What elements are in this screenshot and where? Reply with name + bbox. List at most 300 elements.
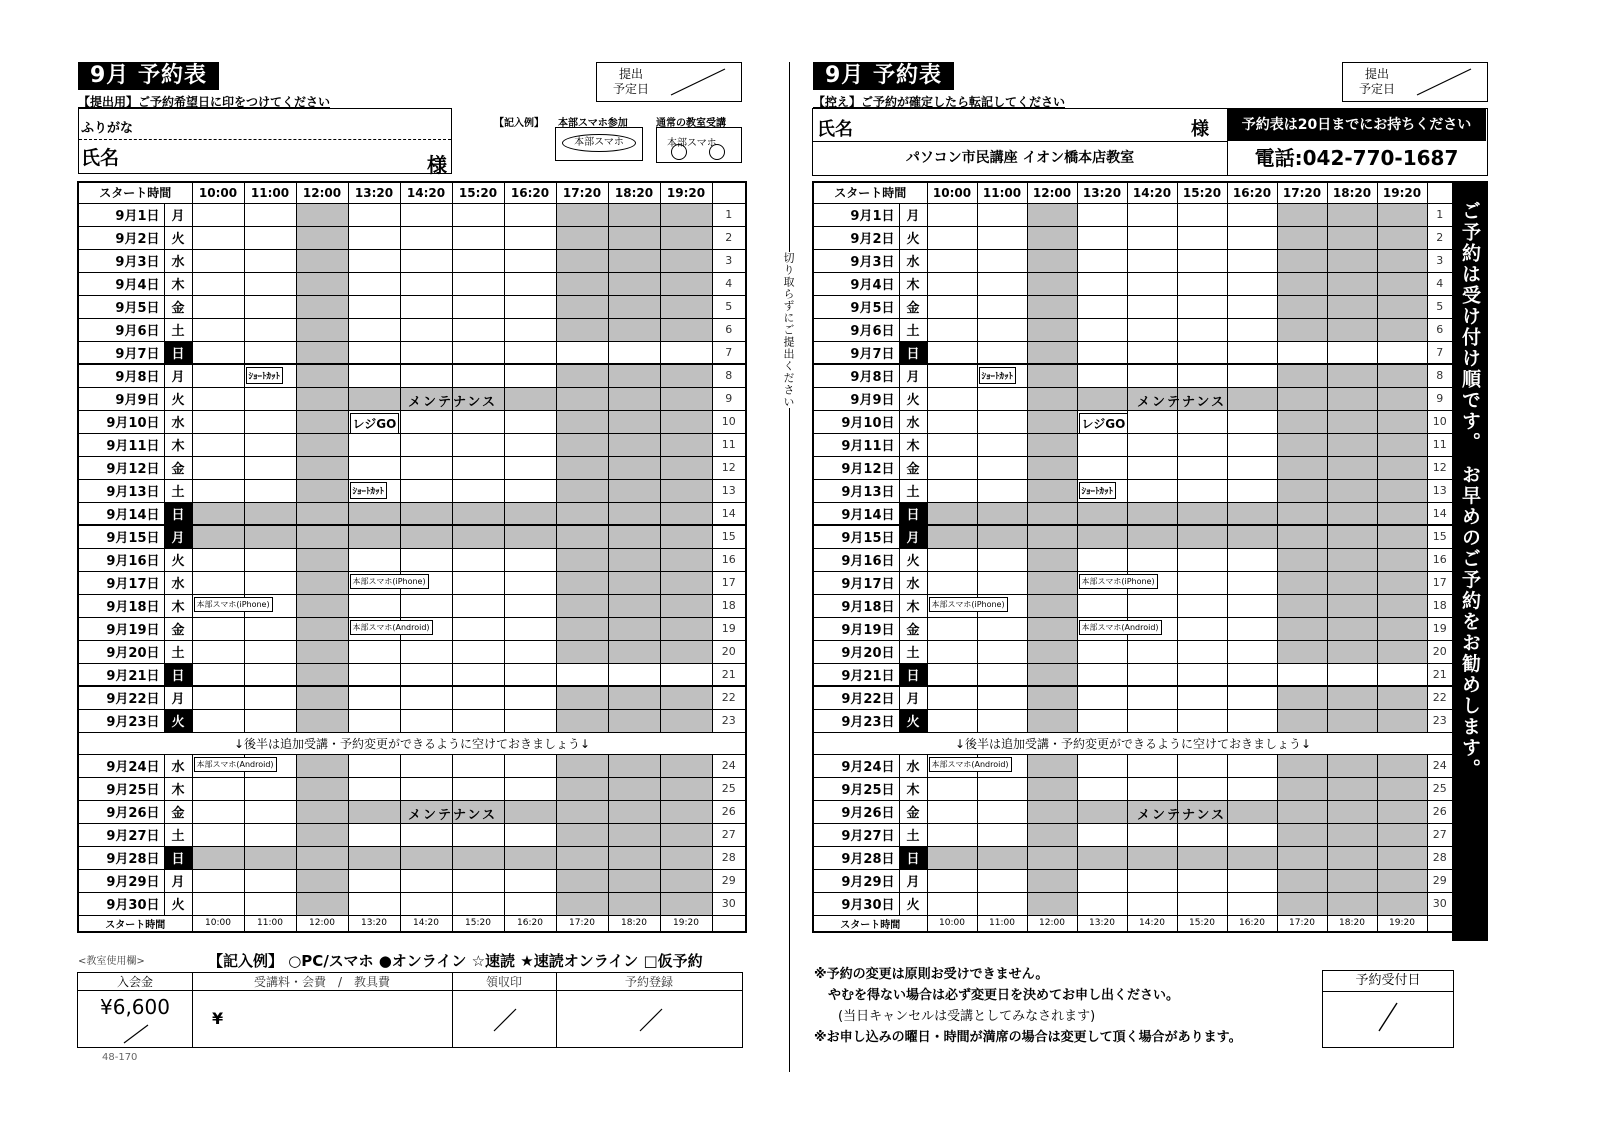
slot-cell[interactable] [1127,525,1177,548]
slot-cell[interactable] [1077,341,1127,364]
slot-cell[interactable] [1377,479,1427,502]
slot-cell[interactable] [296,709,348,732]
slot-cell[interactable] [1277,295,1327,318]
slot-cell[interactable] [660,272,712,295]
slot-cell[interactable] [1127,709,1177,732]
slot-cell[interactable] [348,892,400,915]
slot-cell[interactable] [608,364,660,387]
slot-cell[interactable] [660,548,712,571]
slot-cell[interactable] [977,892,1027,915]
slot-cell[interactable] [977,364,1027,387]
slot-cell[interactable] [400,709,452,732]
slot-cell[interactable] [504,479,556,502]
slot-cell[interactable] [348,479,400,502]
slot-cell[interactable] [1077,295,1127,318]
slot-cell[interactable] [1277,272,1327,295]
slot-cell[interactable] [348,777,400,800]
slot-cell[interactable] [504,846,556,869]
slot-cell[interactable] [400,686,452,709]
slot-cell[interactable] [348,846,400,869]
slot-cell[interactable] [400,318,452,341]
slot-cell[interactable] [1077,456,1127,479]
slot-cell[interactable] [660,341,712,364]
slot-cell[interactable] [1277,548,1327,571]
slot-cell[interactable] [1227,341,1277,364]
slot-cell[interactable] [348,433,400,456]
slot-cell[interactable] [1227,502,1277,525]
slot-cell[interactable] [348,869,400,892]
slot-cell[interactable] [192,502,244,525]
slot-cell[interactable] [1027,387,1077,410]
slot-cell[interactable] [452,318,504,341]
slot-cell[interactable] [1277,433,1327,456]
slot-cell[interactable] [192,869,244,892]
slot-cell[interactable] [927,617,977,640]
slot-cell[interactable] [1377,249,1427,272]
slot-cell[interactable] [452,433,504,456]
slot-cell[interactable] [504,525,556,548]
slot-cell[interactable] [348,410,400,433]
slot-cell[interactable] [1277,754,1327,777]
slot-cell[interactable] [504,548,556,571]
slot-cell[interactable] [1177,318,1227,341]
slot-cell[interactable] [1277,640,1327,663]
slot-cell[interactable] [296,433,348,456]
slot-cell[interactable] [608,548,660,571]
slot-cell[interactable] [1027,869,1077,892]
slot-cell[interactable] [556,800,608,823]
slot-cell[interactable] [1177,846,1227,869]
slot-cell[interactable] [977,387,1027,410]
slot-cell[interactable] [1377,502,1427,525]
slot-cell[interactable] [244,502,296,525]
slot-cell[interactable] [244,709,296,732]
slot-cell[interactable] [1227,410,1277,433]
slot-cell[interactable] [244,479,296,502]
slot-cell[interactable] [244,846,296,869]
slot-cell[interactable] [1227,686,1277,709]
slot-cell[interactable] [1377,892,1427,915]
slot-cell[interactable] [660,433,712,456]
slot-cell[interactable] [244,892,296,915]
slot-cell[interactable] [977,410,1027,433]
slot-cell[interactable] [1377,226,1427,249]
slot-cell[interactable] [1227,617,1277,640]
slot-cell[interactable] [1127,594,1177,617]
slot-cell[interactable] [1377,617,1427,640]
slot-cell[interactable] [1327,272,1377,295]
slot-cell[interactable] [1127,846,1177,869]
slot-cell[interactable] [1177,709,1227,732]
slot-cell[interactable] [504,892,556,915]
slot-cell[interactable] [244,295,296,318]
yen-sign[interactable]: ¥ [212,1009,224,1028]
slot-cell[interactable] [504,663,556,686]
slot-cell[interactable] [1277,502,1327,525]
slot-cell[interactable] [1077,686,1127,709]
slot-cell[interactable] [1327,479,1377,502]
slot-cell[interactable] [556,823,608,846]
slot-cell[interactable] [504,341,556,364]
slot-cell[interactable] [660,754,712,777]
slot-cell[interactable] [977,548,1027,571]
slot-cell[interactable] [1277,823,1327,846]
slot-cell[interactable] [660,892,712,915]
slot-cell[interactable] [1227,272,1277,295]
slot-cell[interactable] [1027,226,1077,249]
slot-cell[interactable] [1177,364,1227,387]
slot-cell[interactable] [244,800,296,823]
slot-cell[interactable] [1327,203,1377,226]
slot-cell[interactable] [608,525,660,548]
slot-cell[interactable] [1327,364,1377,387]
slot-cell[interactable] [1027,502,1077,525]
slot-cell[interactable] [1377,709,1427,732]
slot-cell[interactable] [1077,318,1127,341]
slot-cell[interactable] [556,502,608,525]
slot-cell[interactable] [608,203,660,226]
slot-cell[interactable] [1327,226,1377,249]
slot-cell[interactable] [1077,433,1127,456]
slot-cell[interactable] [452,754,504,777]
slot-cell[interactable] [400,226,452,249]
slot-cell[interactable] [348,502,400,525]
slot-cell[interactable] [244,525,296,548]
slot-cell[interactable] [1377,754,1427,777]
slot-cell[interactable] [1227,203,1277,226]
slot-cell[interactable] [1077,548,1127,571]
slot-cell[interactable] [1377,203,1427,226]
slot-cell[interactable] [1327,800,1377,823]
slot-cell[interactable] [977,640,1027,663]
slot-cell[interactable] [1027,433,1077,456]
slot-cell[interactable] [1177,754,1227,777]
slot-cell[interactable] [977,777,1027,800]
slot-cell[interactable] [1077,525,1127,548]
slot-cell[interactable] [1377,640,1427,663]
slot-cell[interactable] [1327,686,1377,709]
slot-cell[interactable] [1127,640,1177,663]
slot-cell[interactable] [504,410,556,433]
slot-cell[interactable] [660,571,712,594]
slot-cell[interactable] [1277,892,1327,915]
slot-cell[interactable] [192,594,270,617]
slot-cell[interactable] [1327,663,1377,686]
slot-cell[interactable] [296,318,348,341]
slot-cell[interactable] [400,272,452,295]
slot-cell[interactable] [1027,249,1077,272]
slot-cell[interactable] [660,617,712,640]
slot-cell[interactable] [244,341,296,364]
slot-cell[interactable] [1377,456,1427,479]
slot-cell[interactable] [192,548,244,571]
slot-cell[interactable] [400,594,452,617]
slot-cell[interactable] [1377,800,1427,823]
slot-cell[interactable] [1277,525,1327,548]
slot-cell[interactable] [1127,479,1177,502]
slot-cell[interactable] [452,548,504,571]
slot-cell[interactable] [608,709,660,732]
slot-cell[interactable] [296,823,348,846]
slot-cell[interactable] [1027,272,1077,295]
slot-cell[interactable] [400,502,452,525]
slot-cell[interactable] [556,594,608,617]
slot-cell[interactable] [977,272,1027,295]
slot-cell[interactable] [1327,754,1377,777]
slot-cell[interactable] [556,318,608,341]
slot-cell[interactable] [977,502,1027,525]
slot-cell[interactable] [1227,525,1277,548]
slot-cell[interactable] [556,640,608,663]
slot-cell[interactable] [608,617,660,640]
slot-cell[interactable] [977,846,1027,869]
slot-cell[interactable] [296,295,348,318]
slot-cell[interactable] [296,456,348,479]
slot-cell[interactable] [608,777,660,800]
slot-cell[interactable] [504,617,556,640]
slot-cell[interactable] [452,640,504,663]
slot-cell[interactable] [1127,777,1177,800]
slot-cell[interactable] [1027,364,1077,387]
slot-cell[interactable] [1377,869,1427,892]
slot-cell[interactable] [1077,709,1127,732]
slot-cell[interactable] [348,272,400,295]
slot-cell[interactable] [1127,226,1177,249]
slot-cell[interactable] [1277,226,1327,249]
slot-cell[interactable] [1027,203,1077,226]
slot-cell[interactable] [1127,686,1177,709]
slot-cell[interactable] [504,364,556,387]
slot-cell[interactable] [1127,869,1177,892]
slot-cell[interactable] [400,364,452,387]
slot-cell[interactable] [244,226,296,249]
slot-cell[interactable] [296,617,348,640]
slot-cell[interactable] [296,777,348,800]
slot-cell[interactable] [452,525,504,548]
slot-cell[interactable] [1077,226,1127,249]
slot-cell[interactable] [192,754,274,777]
slot-cell[interactable] [1327,892,1377,915]
slot-cell[interactable] [1177,433,1227,456]
slot-cell[interactable] [1327,548,1377,571]
slot-cell[interactable] [504,226,556,249]
slot-cell[interactable] [452,777,504,800]
slot-cell[interactable] [608,226,660,249]
slot-cell[interactable] [608,479,660,502]
slot-cell[interactable] [556,410,608,433]
slot-cell[interactable] [1377,525,1427,548]
slot-cell[interactable] [1227,777,1277,800]
slot-cell[interactable] [1027,777,1077,800]
slot-cell[interactable] [244,203,296,226]
slot-cell[interactable] [504,823,556,846]
slot-cell[interactable] [1327,456,1377,479]
slot-cell[interactable] [244,686,296,709]
slot-cell[interactable] [1327,525,1377,548]
slot-cell[interactable] [1027,594,1077,617]
slot-cell[interactable] [1127,823,1177,846]
slot-cell[interactable] [1077,272,1127,295]
slot-cell[interactable] [1127,318,1177,341]
slot-cell[interactable] [192,456,244,479]
slot-cell[interactable] [244,456,296,479]
slot-cell[interactable] [400,846,452,869]
slot-cell[interactable] [1127,502,1177,525]
slot-cell[interactable] [1127,433,1177,456]
slot-cell[interactable] [452,249,504,272]
slot-cell[interactable] [556,295,608,318]
slot-cell[interactable] [400,410,452,433]
slot-cell[interactable] [192,525,244,548]
slot-cell[interactable] [504,640,556,663]
slot-cell[interactable] [1177,502,1227,525]
slot-cell[interactable] [244,410,296,433]
slot-cell[interactable] [1227,479,1277,502]
slot-cell[interactable] [1177,823,1227,846]
slot-cell[interactable] [927,410,977,433]
slot-cell[interactable] [927,341,977,364]
slot-cell[interactable] [1227,869,1277,892]
slot-cell[interactable] [1327,594,1377,617]
slot-cell[interactable] [1027,892,1077,915]
slot-cell[interactable] [1227,318,1277,341]
slot-cell[interactable] [1377,295,1427,318]
slot-cell[interactable] [660,249,712,272]
slot-cell[interactable] [977,479,1027,502]
slot-cell[interactable] [452,364,504,387]
slot-cell[interactable] [660,203,712,226]
slot-cell[interactable] [1177,525,1227,548]
slot-cell[interactable] [1177,203,1227,226]
slot-cell[interactable] [1227,640,1277,663]
slot-cell[interactable] [1227,663,1277,686]
slot-cell[interactable] [1377,387,1427,410]
slot-cell[interactable] [1277,479,1327,502]
slot-cell[interactable] [192,272,244,295]
slot-cell[interactable] [192,571,244,594]
slot-cell[interactable] [400,869,452,892]
slot-cell[interactable] [504,777,556,800]
slot-cell[interactable] [296,754,348,777]
slot-cell[interactable] [296,686,348,709]
slot-cell[interactable] [927,502,977,525]
slot-cell[interactable] [660,295,712,318]
slot-cell[interactable] [977,341,1027,364]
slot-cell[interactable] [660,846,712,869]
slot-cell[interactable] [1227,226,1277,249]
slot-cell[interactable] [504,754,556,777]
slot-cell[interactable] [927,846,977,869]
slot-cell[interactable] [660,387,712,410]
slot-cell[interactable] [1077,364,1127,387]
slot-cell[interactable] [296,410,348,433]
slot-cell[interactable] [608,846,660,869]
slot-cell[interactable] [452,226,504,249]
slot-cell[interactable] [244,640,296,663]
slot-cell[interactable] [400,456,452,479]
slot-cell[interactable] [660,456,712,479]
slot-cell[interactable] [192,387,244,410]
slot-cell[interactable] [296,479,348,502]
slot-cell[interactable] [556,226,608,249]
slot-cell[interactable] [192,249,244,272]
slot-cell[interactable] [1327,387,1377,410]
slot-cell[interactable] [556,846,608,869]
slot-cell[interactable] [400,341,452,364]
slot-cell[interactable] [452,456,504,479]
slot-cell[interactable] [1077,754,1127,777]
slot-cell[interactable] [400,823,452,846]
slot-cell[interactable] [1077,663,1127,686]
slot-cell[interactable] [452,295,504,318]
slot-cell[interactable] [192,663,244,686]
slot-cell[interactable] [244,364,296,387]
slot-cell[interactable] [244,548,296,571]
slot-cell[interactable] [504,203,556,226]
slot-cell[interactable] [660,479,712,502]
slot-cell[interactable] [556,777,608,800]
slot-cell[interactable] [660,226,712,249]
slot-cell[interactable] [927,777,977,800]
slot-cell[interactable] [1377,364,1427,387]
slot-cell[interactable] [244,663,296,686]
slot-cell[interactable] [504,709,556,732]
slot-cell[interactable] [1277,869,1327,892]
slot-cell[interactable] [1277,686,1327,709]
slot-cell[interactable] [1327,571,1377,594]
slot-cell[interactable] [1277,364,1327,387]
slot-cell[interactable] [608,754,660,777]
slot-cell[interactable] [244,318,296,341]
slot-cell[interactable] [192,800,244,823]
slot-cell[interactable] [556,249,608,272]
slot-cell[interactable] [608,433,660,456]
slot-cell[interactable] [296,869,348,892]
slot-cell[interactable] [927,869,977,892]
slot-cell[interactable] [1177,869,1227,892]
slot-cell[interactable] [977,203,1027,226]
slot-cell[interactable] [1077,571,1155,594]
slot-cell[interactable] [192,318,244,341]
slot-cell[interactable] [1027,709,1077,732]
slot-cell[interactable] [1027,295,1077,318]
slot-cell[interactable] [1227,892,1277,915]
slot-cell[interactable] [1127,203,1177,226]
slot-cell[interactable] [452,203,504,226]
slot-cell[interactable] [192,709,244,732]
slot-cell[interactable] [348,594,400,617]
slot-cell[interactable] [1227,249,1277,272]
slot-cell[interactable] [1227,754,1277,777]
slot-cell[interactable] [192,479,244,502]
slot-cell[interactable] [608,272,660,295]
slot-cell[interactable] [608,341,660,364]
slot-cell[interactable] [244,777,296,800]
slot-cell[interactable] [296,387,348,410]
slot-cell[interactable] [504,686,556,709]
slot-cell[interactable] [296,594,348,617]
slot-cell[interactable] [1227,823,1277,846]
left-submit-date-box[interactable] [596,62,742,102]
slot-cell[interactable] [296,525,348,548]
slot-cell[interactable] [1177,548,1227,571]
slot-cell[interactable] [400,663,452,686]
slot-cell[interactable] [1077,387,1226,410]
slot-cell[interactable] [348,295,400,318]
left-name-box[interactable] [78,108,452,177]
slot-cell[interactable] [927,364,977,387]
slot-cell[interactable] [977,617,1027,640]
